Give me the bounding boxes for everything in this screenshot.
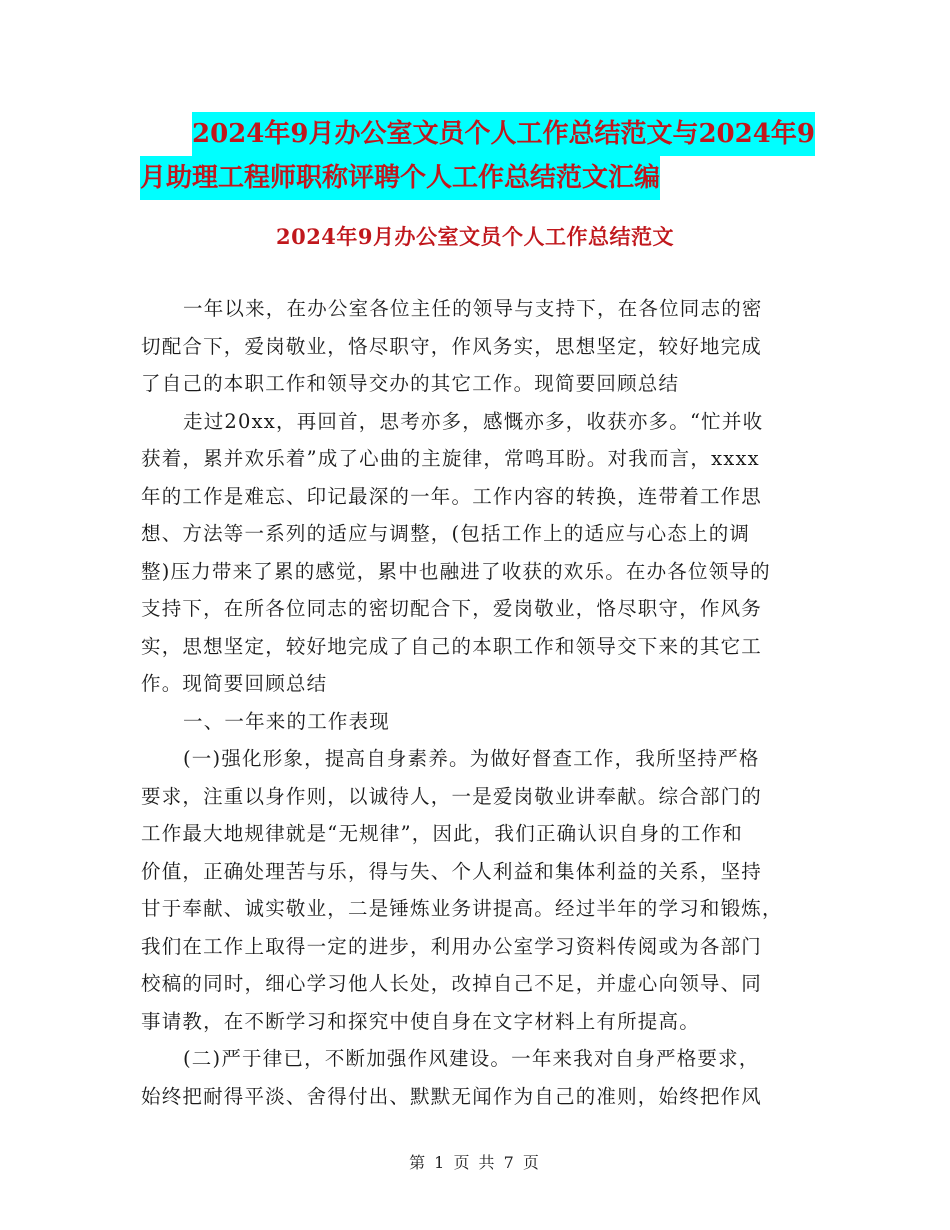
page-footer: 第 1 页 共 7 页 xyxy=(409,1153,541,1172)
paragraph-line: 整)压力带来了累的感觉，累中也融进了收获的欢乐。在办各位领导的 xyxy=(141,559,771,583)
paragraph-line: 实，思想坚定，较好地完成了自己的本职工作和领导交下来的其它工 xyxy=(141,634,763,658)
paragraph-line: 走过20xx，再回首，思考亦多，感慨亦多，收获亦多。“忙并收 xyxy=(183,409,764,433)
paragraph-line: 获着，累并欢乐着”成了心曲的主旋律，常鸣耳盼。对我而言，xxxx xyxy=(141,447,760,470)
paragraph-line: 切配合下，爱岗敬业，恪尽职守，作风务实，思想坚定，较好地完成 xyxy=(141,334,763,358)
section-title: 2024年9月办公室文员个人工作总结范文 xyxy=(275,224,675,249)
paragraph-line: 年的工作是难忘、印记最深的一年。工作内容的转换，连带着工作思 xyxy=(141,484,763,508)
document-body xyxy=(141,290,806,1115)
paragraph-line: 价值，正确处理苦与乐，得与失、个人利益和集体利益的关系，坚持 xyxy=(141,859,763,883)
paragraph-line: 作。现简要回顾总结 xyxy=(141,672,328,695)
document-title-line-1: 2024年9月办公室文员个人工作总结范文与2024年9 xyxy=(192,112,815,156)
paragraph-line: 事请教，在不断学习和探究中使自身在文字材料上有所提高。 xyxy=(141,1009,700,1033)
paragraph-line: (二)严于律已，不断加强作风建设。一年来我对自身严格要求， xyxy=(183,1047,760,1070)
document-title xyxy=(140,112,820,200)
document-title-line-2: 月助理工程师职称评聘个人工作总结范文汇编 xyxy=(140,156,660,200)
paragraph-line: 支持下，在所各位同志的密切配合下，爱岗敬业，恪尽职守，作风务 xyxy=(141,597,763,620)
paragraph-line: 想、方法等一系列的适应与调整，(包括工作上的适应与心态上的调 xyxy=(141,522,751,545)
paragraph-line: 甘于奉献、诚实敬业，二是锤炼业务讲提高。经过半年的学习和锻炼， xyxy=(141,897,783,920)
paragraph-line: 始终把耐得平淡、舍得付出、默默无闻作为自己的准则，始终把作风 xyxy=(141,1084,763,1108)
section-heading: 一、一年来的工作表现 xyxy=(183,709,391,733)
paragraph-line: 校稿的同时，细心学习他人长处，改掉自己不足，并虚心向领导、同 xyxy=(141,972,763,995)
paragraph-line: 了自己的本职工作和领导交办的其它工作。现简要回顾总结 xyxy=(141,372,680,395)
paragraph-line: 一年以来，在办公室各位主任的领导与支持下，在各位同志的密 xyxy=(183,297,763,320)
paragraph-line: 工作最大地规律就是“无规律”，因此，我们正确认识自身的工作和 xyxy=(141,822,743,845)
paragraph-line: 我们在工作上取得一定的进步，利用办公室学习资料传阅或为各部门 xyxy=(141,934,763,958)
paragraph-line: (一)强化形象，提高自身素养。为做好督查工作，我所坚持严格 xyxy=(183,747,760,770)
paragraph-line: 要求，注重以身作则，以诚待人，一是爱岗敬业讲奉献。综合部门的 xyxy=(141,784,763,808)
